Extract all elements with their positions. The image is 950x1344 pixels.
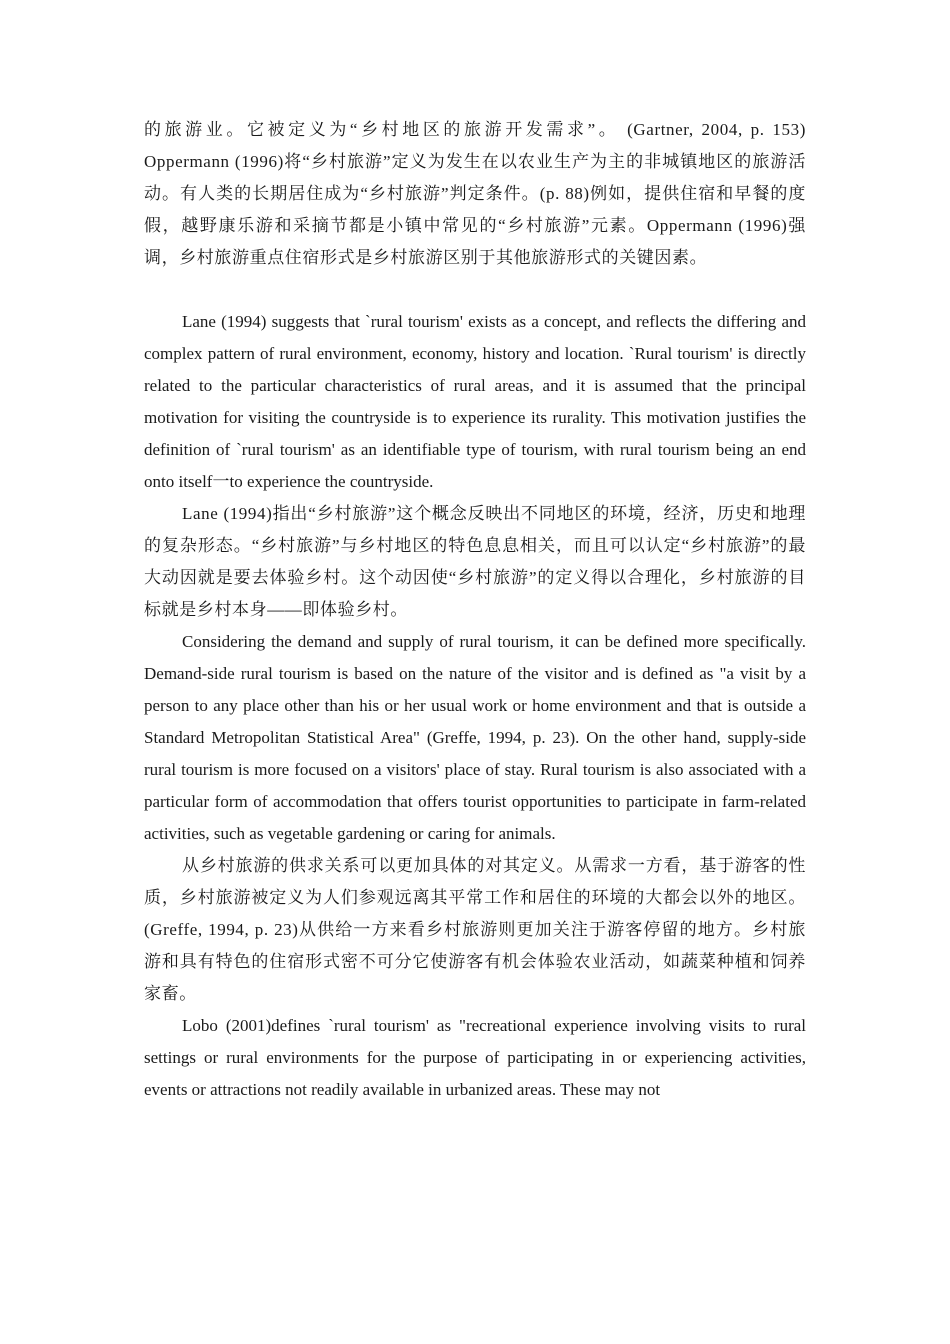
body-text bbox=[144, 114, 806, 1106]
paragraph-lane-zh: Lane (1994)指出“乡村旅游”这个概念反映出不同地区的环境，经济，历史和地理的复杂形态。“乡村旅游”与乡村地区的特色息息相关，而且可以认定“乡村旅游”的最大动因就是要去体验乡村。这个动因使“乡村旅游”的定义得以合理化，乡村旅游的目标就是乡村本身——即体验乡村。 bbox=[144, 504, 806, 619]
paragraph-spacer bbox=[144, 274, 806, 306]
paragraph-oppermann-zh: 的旅游业。它被定义为“乡村地区的旅游开发需求”。 (Gartner, 2004, p. 153) Oppermann (1996)将“乡村旅游”定义为发生在以农业生产为主的非城镇地区的旅游活动。有人类的长期居住成为“乡村旅游”判定条件。(p. 88)例如，提供住宿和早餐的度假，越野康乐游和采摘节都是小镇中常见的“乡村旅游”元素。Oppermann (1996)强调，乡村旅游重点住宿形式是乡村旅游区别于其他旅游形式的关键因素。 bbox=[144, 120, 806, 267]
paragraph-lane-en: Lane (1994) suggests that `rural tourism' exists as a concept, and reflects the differing and complex pattern of rural environment, economy, history and location. `Rural tourism' is directly related to the particular characteristics of rural areas, and it is assumed that the principal motivation for visiting the countryside is to experience its rurality. This motivation justifies the definition of `rural tourism' as an identifiable type of tourism, with rural tourism being an end onto itself一to experience the countryside. bbox=[144, 312, 806, 491]
paragraph-lobo-en: Lobo (2001)defines `rural tourism' as "recreational experience involving visits to rural settings or rural environments for the purpose of participating in or experiencing activities, events or attractions not readily available in urbanized areas. These may not bbox=[144, 1016, 806, 1099]
paragraph-demand-supply-zh: 从乡村旅游的供求关系可以更加具体的对其定义。从需求一方看，基于游客的性质，乡村旅游被定义为人们参观远离其平常工作和居住的环境的大都会以外的地区。(Greffe, 1994, p. 23)从供给一方来看乡村旅游则更加关注于游客停留的地方。乡村旅游和具有特色的住宿形式密不可分它使游客有机会体验农业活动，如蔬菜种植和饲养家畜。 bbox=[144, 856, 806, 1003]
paragraph-demand-supply-en: Considering the demand and supply of rural tourism, it can be defined more specifically. Demand-side rural tourism is based on the nature of the visitor and is defined as "a visit by a person to any place other than his or her usual work or home environment and that is outside a Standard Metropolitan Statistical Area" (Greffe, 1994, p. 23). On the other hand, supply-side rural tourism is more focused on a visitors' place of stay. Rural tourism is also associated with a particular form of accommodation that offers tourist opportunities to participate in farm-related activities, such as vegetable gardening or caring for animals. bbox=[144, 632, 806, 843]
